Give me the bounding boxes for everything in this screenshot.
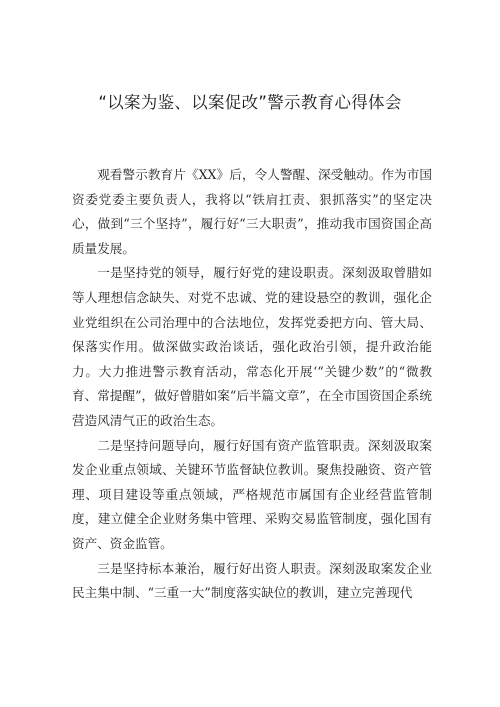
paragraph-root-and-symptoms: 三是坚持标本兼治，履行好出资人职责。深刻汲取案发企业民主集中制、“三重一大”制度落实缺位的教训，建立完善现代: [72, 560, 432, 601]
document-body: [72, 163, 432, 606]
paragraph-intro: 观看警示教育片《XX》后，令人警醒、深受触动。作为市国资委党委主要负责人，我将以“铁肩扛责、狠抓落实”的坚定决心，做到“三个坚持”，履行好“三大职责”，推动我市国资国企高质量发展。: [72, 167, 432, 256]
document-title: “以案为鉴、以案促改”警示教育心得体会: [98, 93, 402, 112]
paragraph-problem-oriented: 二是坚持问题导向，履行好国有资产监管职责。深刻汲取案发企业重点领域、关键环节监督缺位教训。聚焦投融资、资产管理、项目建设等重点领域，严格规范市属国有企业经营监管制度，建立健全企业财务集中管理、采购交易监管制度，强化国有资产、资金监管。: [72, 437, 432, 551]
paragraph-party-leadership: 一是坚持党的领导，履行好党的建设职责。深刻汲取曾腊如等人理想信念缺失、对党不忠诚、党的建设悬空的教训，强化企业党组织在公司治理中的合法地位，发挥党委把方向、管大局、保落实作用。做深做实政治谈话，强化政治引领，提升政治能力。大力推进警示教育活动，常态化开展‘“关键少数”的“微教育、常提醒”，做好曾腊如案“后半篇文章”，在全市国资国企系统营造风清气正的政治生态。: [72, 265, 432, 428]
